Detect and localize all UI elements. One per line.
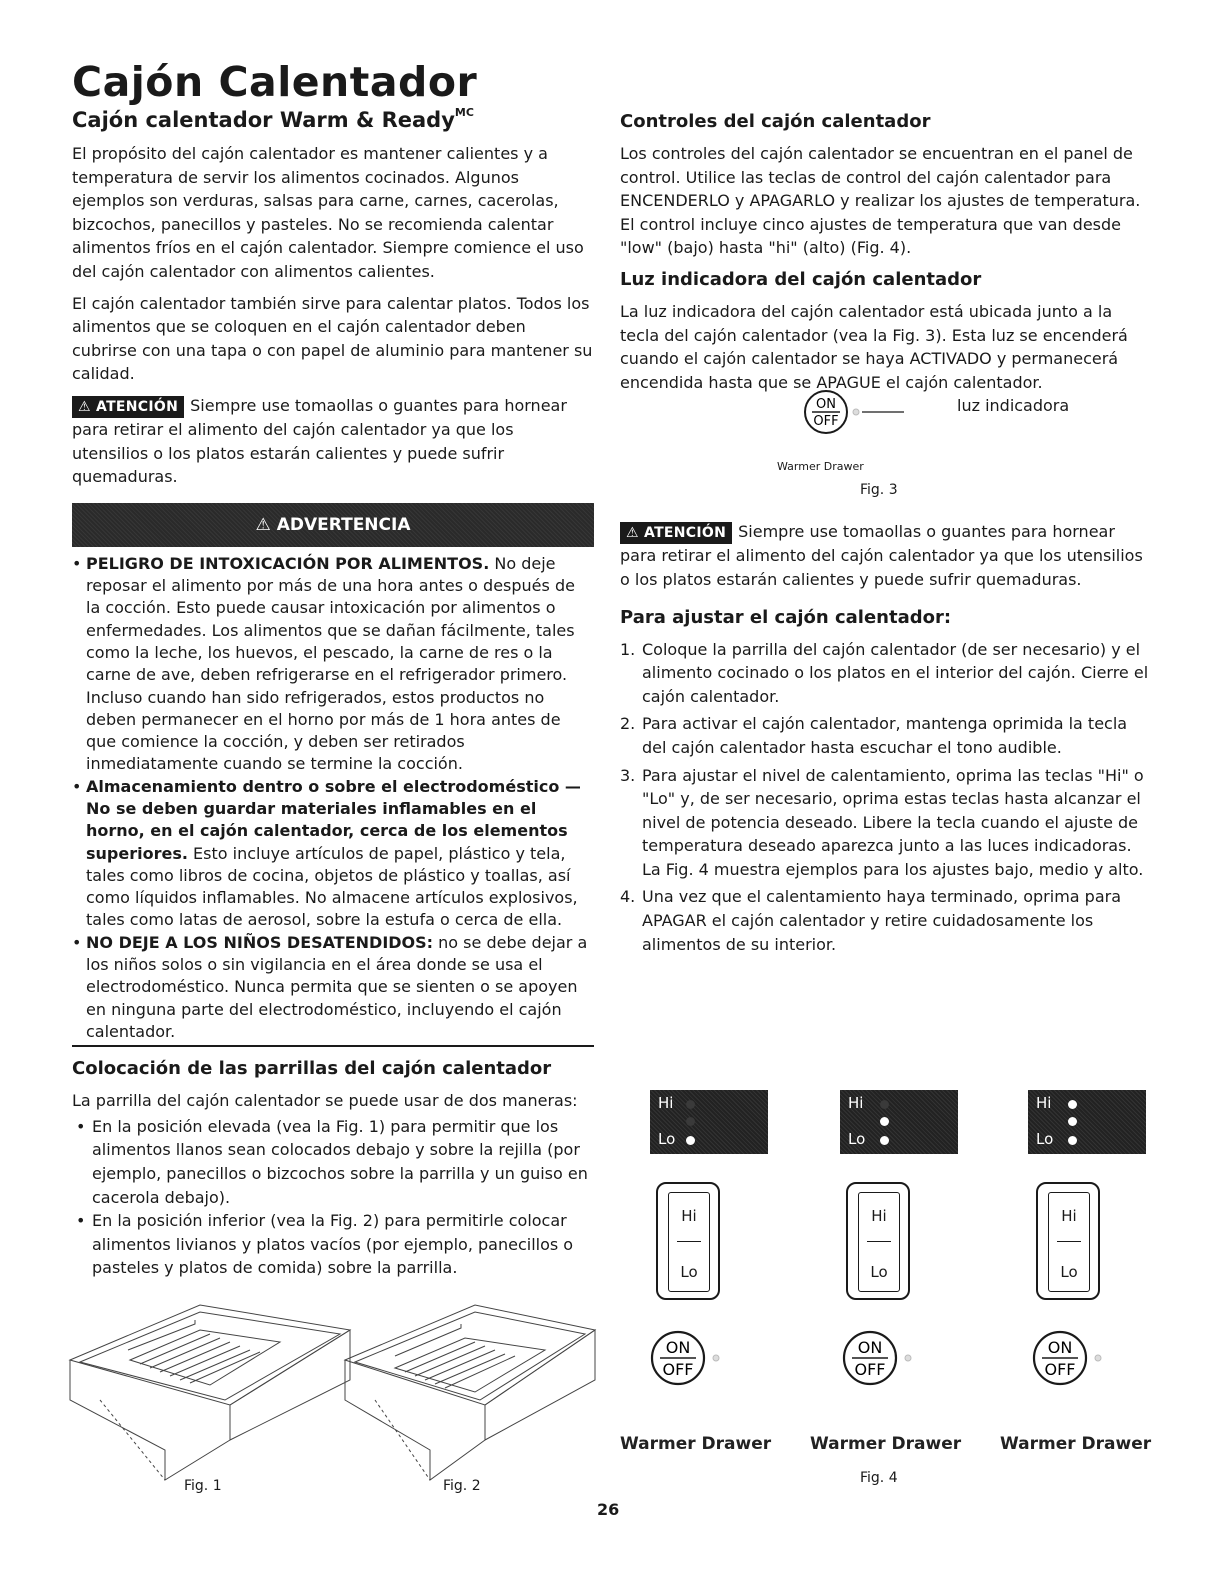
warning-item-text: no se debe dejar a los niños solos o sin vigilancia en el área donde se usa el electrodoméstico. Nunca permita que se sienten o se apoyen en ninguna parte del electrodoméstico, incluyendo el cajón calentador. xyxy=(86,932,588,1041)
step-text: Coloque la parrilla del cajón calentador (de ser necesario) y el alimento cocinado o los platos en el interior del cajón. Cierre el cajón calentador. xyxy=(642,639,1149,706)
hi-key-label: Hi xyxy=(871,1207,887,1225)
drawer-raised-illustration xyxy=(70,1305,350,1480)
fig3 xyxy=(620,394,1150,520)
fig4-off-text: OFF xyxy=(854,1360,886,1379)
fig4 xyxy=(620,1090,1160,1490)
caution-text: Siempre use tomaollas o guantes para hornear para retirar el alimento del cajón calentador ya que los utensilios o los platos estarán calientes y puede sufrir quemaduras. xyxy=(72,395,567,487)
step-number: 1. xyxy=(620,639,636,659)
indicator-dot-lo xyxy=(686,1136,695,1145)
fig4-on-text: ON xyxy=(665,1338,691,1357)
plates-paragraph: El cajón calentador también sirve para calentar platos. Todos los alimentos que se coloquen en el cajón calentador deben cubrirse con una tapa o con papel de aluminio para mantener su calidad. xyxy=(72,293,593,384)
caution-paragraph xyxy=(72,394,594,489)
warning-triangle-icon: ⚠ xyxy=(255,514,271,535)
warning-item-food-poisoning xyxy=(72,553,594,776)
trademark-mark: MC xyxy=(454,106,474,119)
hi-lo-key-inner xyxy=(1048,1192,1090,1292)
hi-lo-key[interactable] xyxy=(1036,1182,1100,1300)
hi-key-label: Hi xyxy=(1061,1207,1077,1225)
panel-hi-label: Hi xyxy=(848,1094,864,1112)
step-3 xyxy=(620,764,1150,882)
on-off-button-icon xyxy=(652,1332,719,1384)
warning-list xyxy=(72,553,594,1044)
warning-label: ADVERTENCIA xyxy=(276,514,411,535)
fig1-caption: Fig. 1 xyxy=(184,1478,222,1494)
caution-label: ATENCIÓN xyxy=(96,398,179,415)
warning-item-children xyxy=(72,932,594,1043)
rack-position-list xyxy=(72,1115,594,1280)
fig3-caption: Fig. 3 xyxy=(860,482,898,499)
drawer-lower-illustration xyxy=(345,1305,595,1480)
warning-item-storage xyxy=(72,776,594,932)
indicator-panel-high xyxy=(1028,1090,1146,1154)
warning-item-text: Esto incluye artículos de papel, plástico y tela, tales como libros de cocina, objetos de plástico y toallas, así como líquidos inflamables. No almacene artículos explosivos, tales como latas de aerosol, sobre la estufa o cerca de ella. xyxy=(86,843,578,930)
step-number: 4. xyxy=(620,887,636,907)
indicator-panel-medium xyxy=(840,1090,958,1154)
hi-lo-key[interactable] xyxy=(656,1182,720,1300)
warmer-drawer-label: Warmer Drawer xyxy=(810,1434,962,1454)
hi-lo-separator xyxy=(867,1241,891,1242)
panel-lo-label: Lo xyxy=(1036,1130,1054,1148)
fig3-off-text: OFF xyxy=(813,414,839,430)
warmer-drawer-label: Warmer Drawer xyxy=(1000,1434,1152,1454)
warning-item-title: PELIGRO DE INTOXICACIÓN POR ALIMENTOS. xyxy=(86,553,490,573)
lo-key-label: Lo xyxy=(680,1263,698,1281)
rack-position-lower: • En la posición inferior (vea la Fig. 2) para permitirle colocar alimentos livianos y platos vacíos (por ejemplo, panecillos o pasteles y platos de comida) sobre la parrilla. xyxy=(72,1209,594,1280)
caution-label: ATENCIÓN xyxy=(644,525,727,542)
setting-steps xyxy=(620,638,1150,957)
step-text: Para ajustar el nivel de calentamiento, oprima las teclas "Hi" o "Lo" y, de ser necesario, oprima estas teclas hasta alcanzar el nivel de potencia deseado. Libere la tecla cuando el ajuste de temperatura deseado aparezca junto a las luces indicadoras. La Fig. 4 muestra ejemplos para los ajustes bajo, medio y alto. xyxy=(642,765,1144,879)
right-column xyxy=(620,110,1150,960)
step-2 xyxy=(620,712,1150,759)
on-off-button-icon xyxy=(844,1332,911,1384)
warm-ready-heading-text: Cajón calentador Warm & Ready xyxy=(72,108,455,132)
indicator-light-paragraph: La luz indicadora del cajón calentador está ubicada junto a la tecla del cajón calentador (vea la Fig. 3). Esta luz se encenderá cuando el cajón calentador se haya ACTIVADO y permanecerá encendida hasta que se APAGUE el cajón calentador. xyxy=(620,301,1128,392)
caution-paragraph-right xyxy=(620,520,1150,591)
panel-lo-label: Lo xyxy=(658,1130,676,1148)
warm-ready-heading xyxy=(72,108,594,132)
fig2-caption: Fig. 2 xyxy=(443,1478,481,1494)
warning-item-text: No deje reposar el alimento por más de una hora antes o después de la cocción. Esto puede causar intoxicación por alimentos o enfermedades. Los alimentos que se dañan fácilmente, tales como la leche, los huevos, el pescado, la carne de res o la carne de ave, deben refrigerarse en el refrigerador primero. Incluso cuando han sido refrigerados, estos productos no deben permanecer en el horno por más de 1 hora antes de que comience la cocción, y deben ser retirados inmediatamente cuando se termine la cocción. xyxy=(86,553,575,774)
rack-position-raised: • En la posición elevada (vea la Fig. 1) para permitir que los alimentos llanos sean colocados debajo y sobre la rejilla (por ejemplo, panecillos o bizcochos sobre la parrilla y un guiso en cacerola debajo). xyxy=(72,1115,594,1209)
step-text: Para activar el cajón calentador, mantenga oprimida la tecla del cajón calentador hasta escuchar el tono audible. xyxy=(642,714,1128,757)
fig3-on-text: ON xyxy=(816,397,836,413)
fig4-on-text: ON xyxy=(1047,1338,1073,1357)
rack-intro: La parrilla del cajón calentador se puede usar de dos maneras: xyxy=(72,1091,578,1111)
page-title: Cajón Calentador xyxy=(72,58,478,106)
rack-placement-heading: Colocación de las parrillas del cajón calentador xyxy=(72,1058,552,1080)
drawer-rack-illustrations xyxy=(60,1290,600,1500)
warning-item-title: Almacenamiento dentro o sobre el electrodoméstico — No se deben guardar materiales inflamables en el horno, en el cajón calentador, cerca de los elementos superiores. xyxy=(86,776,581,863)
on-off-button-icon xyxy=(1034,1332,1101,1384)
caution-text: Siempre use tomaollas o guantes para hornear para retirar el alimento del cajón calentador ya que los utensilios o los platos estarán calientes y puede sufrir quemaduras. xyxy=(620,522,1143,589)
page-number: 26 xyxy=(597,1500,620,1519)
indicator-dot-hi xyxy=(880,1100,889,1109)
hi-lo-key-inner xyxy=(858,1192,900,1292)
warning-item-title: NO DEJE A LOS NIÑOS DESATENDIDOS: xyxy=(86,932,434,952)
fig4-on-text: ON xyxy=(857,1338,883,1357)
indicator-dot-mid xyxy=(1068,1117,1077,1126)
indicator-dot-lo xyxy=(1068,1136,1077,1145)
indicator-panel-low xyxy=(650,1090,768,1154)
step-1 xyxy=(620,638,1150,709)
controls-heading: Controles del cajón calentador xyxy=(620,111,931,132)
indicator-dot-mid xyxy=(686,1117,695,1126)
lo-key-label: Lo xyxy=(1060,1263,1078,1281)
indicator-dot-mid xyxy=(880,1117,889,1126)
hi-key-label: Hi xyxy=(681,1207,697,1225)
on-off-buttons xyxy=(620,1320,1160,1400)
indicator-light-callout: luz indicadora xyxy=(957,396,1070,416)
divider xyxy=(72,1045,594,1047)
step-number: 2. xyxy=(620,714,636,734)
hi-lo-separator xyxy=(677,1241,701,1242)
caution-badge: ⚠ ATENCIÓN xyxy=(72,396,184,418)
purpose-paragraph: El propósito del cajón calentador es mantener calientes y a temperatura de servir los alimentos cocinados. Algunos ejemplos son verduras, salsas para carne, carnes, cacerolas, bizcochos, panecillos y pasteles. No se recomienda calentar alimentos fríos en el cajón calentador. Siempre comience el uso del cajón calentador con alimentos calientes. xyxy=(72,144,584,281)
hi-lo-key-inner xyxy=(668,1192,710,1292)
hi-lo-separator xyxy=(1057,1241,1081,1242)
panel-lo-label: Lo xyxy=(848,1130,866,1148)
warning-banner xyxy=(72,503,594,547)
indicator-dot-hi xyxy=(686,1100,695,1109)
panel-hi-label: Hi xyxy=(1036,1094,1052,1112)
hi-lo-key[interactable] xyxy=(846,1182,910,1300)
fig4-caption: Fig. 4 xyxy=(860,1470,898,1486)
left-column xyxy=(72,108,594,1280)
controls-paragraph: Los controles del cajón calentador se encuentran en el panel de control. Utilice las teclas de control del cajón calentador para ENCENDERLO y APAGARLO y realizar los ajustes de temperatura. El control incluye cinco ajustes de temperatura que van desde "low" (bajo) hasta "hi" (alto) (Fig. 4). xyxy=(620,144,1141,258)
indicator-dot-hi xyxy=(1068,1100,1077,1109)
step-4 xyxy=(620,885,1150,956)
fig4-off-text: OFF xyxy=(1044,1360,1076,1379)
fig4-off-text: OFF xyxy=(662,1360,694,1379)
rack-figures xyxy=(60,1290,600,1500)
lo-key-label: Lo xyxy=(870,1263,888,1281)
step-text: Una vez que el calentamiento haya terminado, oprima para APAGAR el cajón calentador y retire cuidadosamente los alimentos de su interior. xyxy=(642,887,1122,954)
indicator-light-heading: Luz indicadora del cajón calentador xyxy=(620,268,982,290)
indicator-dot-lo xyxy=(880,1136,889,1145)
warmer-drawer-label: Warmer Drawer xyxy=(620,1434,772,1454)
caution-badge: ⚠ ATENCIÓN xyxy=(620,522,732,544)
step-number: 3. xyxy=(620,765,636,785)
fig3-warmer-drawer-label: Warmer Drawer xyxy=(777,460,864,474)
panel-hi-label: Hi xyxy=(658,1094,674,1112)
setting-heading: Para ajustar el cajón calentador: xyxy=(620,606,952,628)
